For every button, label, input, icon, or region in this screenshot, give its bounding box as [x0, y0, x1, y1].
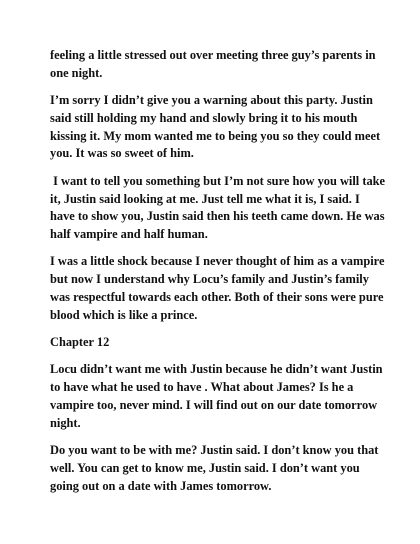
paragraph-3: I want to tell you something but I’m not sure how you will take it, Justin said looking at me. Just tell me what it is, I said. I have to show you, Justin said then his teeth came down. He was half vampire and half human. — [50, 173, 389, 242]
paragraph-2: I’m sorry I didn’t give you a warning about this party. Justin said still holding my hand and slowly bring it to his mouth kissing it. My mom wanted me to being you so they could meet you. It was so sweet of him. — [50, 93, 384, 161]
paragraph-4: I was a little shock because I never thought of him as a vampire but now I understand why Locu’s family and Justin’s family was respectful towards each other. Both of their sons were pure blood which is like a prince. — [50, 254, 388, 322]
page-body — [50, 47, 389, 505]
paragraph-5: Locu didn’t want me with Justin because he didn’t want Justin to have what he used to have . What about James? Is he a vampire too, never mind. I will find out on our date tomorrow night. — [50, 362, 386, 430]
paragraph-1: feeling a little stressed out over meeting three guy’s parents in one night. — [50, 48, 379, 80]
chapter-heading: Chapter 12 — [50, 335, 110, 350]
paragraph-6: Do you want to be with me? Justin said. I don’t know you that well. You can get to know me, Justin said. I don’t want you going out on a date with James tomorrow. — [50, 443, 382, 493]
